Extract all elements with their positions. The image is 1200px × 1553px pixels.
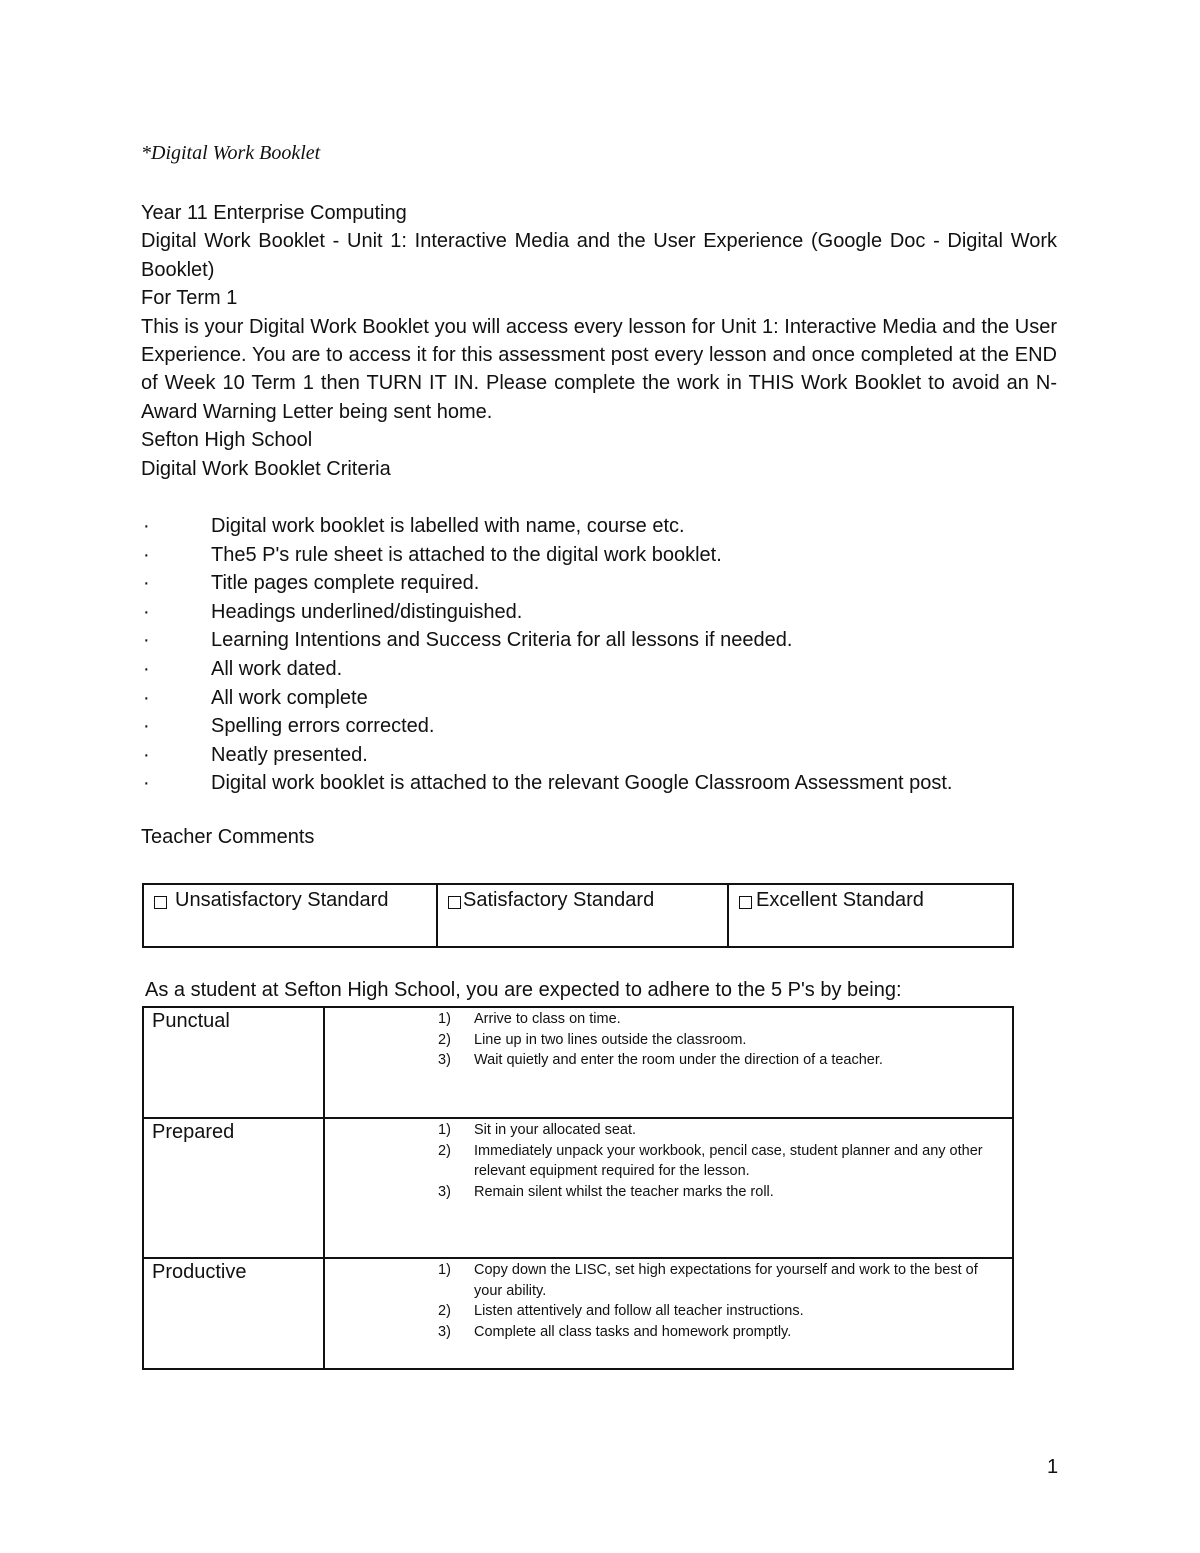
- criteria-item: [141, 712, 1057, 741]
- standard-satisfactory[interactable]: [438, 885, 729, 946]
- rule-number: 3): [438, 1323, 451, 1340]
- criteria-item: [141, 626, 1057, 655]
- criteria-item: [141, 684, 1057, 713]
- criteria-text: Digital work booklet is attached to the relevant Google Classroom Assessment post.: [211, 772, 953, 795]
- bullet-icon: ·: [143, 686, 150, 709]
- rules-list: [326, 1009, 1011, 1071]
- rule-item: [326, 1050, 1011, 1071]
- rules-list: [326, 1120, 1011, 1202]
- five-ps-intro: As a student at Sefton High School, you are expected to adhere to the 5 P's by being:: [145, 979, 902, 1001]
- criteria-text: Learning Intentions and Success Criteria for all lessons if needed.: [211, 629, 793, 652]
- criteria-item: [141, 741, 1057, 770]
- rule-item: [326, 1141, 1011, 1182]
- bullet-icon: ·: [143, 572, 150, 595]
- rule-item: [326, 1322, 1011, 1343]
- criteria-text: Spelling errors corrected.: [211, 715, 435, 738]
- rule-text: Copy down the LISC, set high expectations for yourself and work to the best of your ability.: [474, 1262, 978, 1299]
- rule-text: Arrive to class on time.: [474, 1011, 621, 1027]
- checkbox-icon[interactable]: [448, 896, 461, 909]
- checkbox-icon[interactable]: [154, 896, 167, 909]
- rule-number: 3): [438, 1052, 451, 1068]
- standard-label: Excellent Standard: [756, 889, 924, 911]
- bullet-icon: ·: [143, 772, 150, 795]
- standard-unsatisfactory[interactable]: [144, 885, 438, 946]
- criteria-item: [141, 512, 1057, 541]
- rule-item: [326, 1120, 1011, 1141]
- course-line: Year 11 Enterprise Computing: [141, 202, 407, 224]
- criteria-item: [141, 541, 1057, 570]
- five-ps-table: [142, 1006, 1014, 1370]
- five-ps-row: [143, 1007, 1013, 1118]
- rule-text: Listen attentively and follow all teacher instructions.: [474, 1303, 804, 1319]
- criteria-text: All work dated.: [211, 657, 343, 680]
- criteria-text: All work complete: [211, 686, 368, 709]
- rule-text: Wait quietly and enter the room under the direction of a teacher.: [474, 1052, 883, 1068]
- rule-number: 1): [438, 1122, 451, 1138]
- rule-number: 2): [438, 1031, 451, 1048]
- teacher-comments-heading: Teacher Comments: [141, 826, 315, 848]
- criteria-item: [141, 569, 1057, 598]
- rule-number: 1): [438, 1262, 451, 1278]
- bullet-icon: ·: [143, 629, 150, 652]
- checkbox-icon[interactable]: [739, 896, 752, 909]
- five-ps-label: Punctual: [143, 1007, 324, 1118]
- five-ps-rules: [324, 1118, 1013, 1258]
- criteria-item: [141, 655, 1057, 684]
- five-ps-label: Prepared: [143, 1118, 324, 1258]
- rule-item: [326, 1260, 1011, 1301]
- criteria-list: [141, 512, 1057, 798]
- instructions-paragraph: This is your Digital Work Booklet you will access every lesson for Unit 1: Interactive Media and the User Experience. You are to access it for this assessment post every lesson and once completed at the END of Week 10 Term 1 then TURN IT IN. Please complete the work in THIS Work Booklet to avoid an N-Award Warning Letter being sent home.: [141, 315, 1057, 423]
- criteria-text: Digital work booklet is labelled with name, course etc.: [211, 515, 685, 537]
- rule-text: Immediately unpack your workbook, pencil case, student planner and any other relevant equipment required for the lesson.: [474, 1142, 983, 1179]
- rule-text: Line up in two lines outside the classroom.: [474, 1031, 747, 1048]
- rule-item: [326, 1182, 1011, 1203]
- document-title: *Digital Work Booklet: [141, 142, 321, 164]
- rule-number: 2): [438, 1303, 451, 1319]
- rule-number: 1): [438, 1011, 451, 1027]
- school-line: Sefton High School: [141, 429, 313, 452]
- five-ps-row: [143, 1118, 1013, 1258]
- rule-text: Complete all class tasks and homework promptly.: [474, 1323, 792, 1340]
- criteria-item: [141, 769, 1057, 798]
- standard-excellent[interactable]: [729, 885, 1012, 946]
- five-ps-row: [143, 1258, 1013, 1369]
- document-body: [141, 199, 1057, 483]
- rule-text: Remain silent whilst the teacher marks the roll.: [474, 1183, 774, 1200]
- five-ps-rules: [324, 1007, 1013, 1118]
- page-number: 1: [1047, 1456, 1059, 1478]
- rule-number: 3): [438, 1183, 451, 1200]
- bullet-icon: ·: [143, 743, 150, 766]
- five-ps-label: Productive: [143, 1258, 324, 1369]
- rule-text: Sit in your allocated seat.: [474, 1122, 637, 1138]
- criteria-text: Title pages complete required.: [211, 572, 480, 595]
- booklet-line: Digital Work Booklet - Unit 1: Interactive Media and the User Experience (Google Doc - Digital Work Booklet): [141, 230, 1057, 281]
- rules-list: [326, 1260, 1011, 1342]
- bullet-icon: ·: [143, 543, 150, 566]
- bullet-icon: ·: [143, 515, 150, 537]
- criteria-heading: Digital Work Booklet Criteria: [141, 457, 391, 480]
- standards-table: [142, 883, 1014, 948]
- standard-label: Unsatisfactory Standard: [175, 889, 389, 911]
- rule-item: [326, 1030, 1011, 1051]
- criteria-text: Headings underlined/distinguished.: [211, 600, 523, 623]
- criteria-item: [141, 598, 1057, 627]
- bullet-icon: ·: [143, 600, 150, 623]
- rule-number: 2): [438, 1142, 451, 1159]
- criteria-text: Neatly presented.: [211, 743, 368, 766]
- rule-item: [326, 1301, 1011, 1322]
- standard-label: Satisfactory Standard: [463, 889, 655, 911]
- bullet-icon: ·: [143, 657, 150, 680]
- rule-item: [326, 1009, 1011, 1030]
- five-ps-rules: [324, 1258, 1013, 1369]
- bullet-icon: ·: [143, 715, 150, 738]
- term-line: For Term 1: [141, 287, 238, 310]
- criteria-text: The5 P's rule sheet is attached to the digital work booklet.: [211, 543, 722, 566]
